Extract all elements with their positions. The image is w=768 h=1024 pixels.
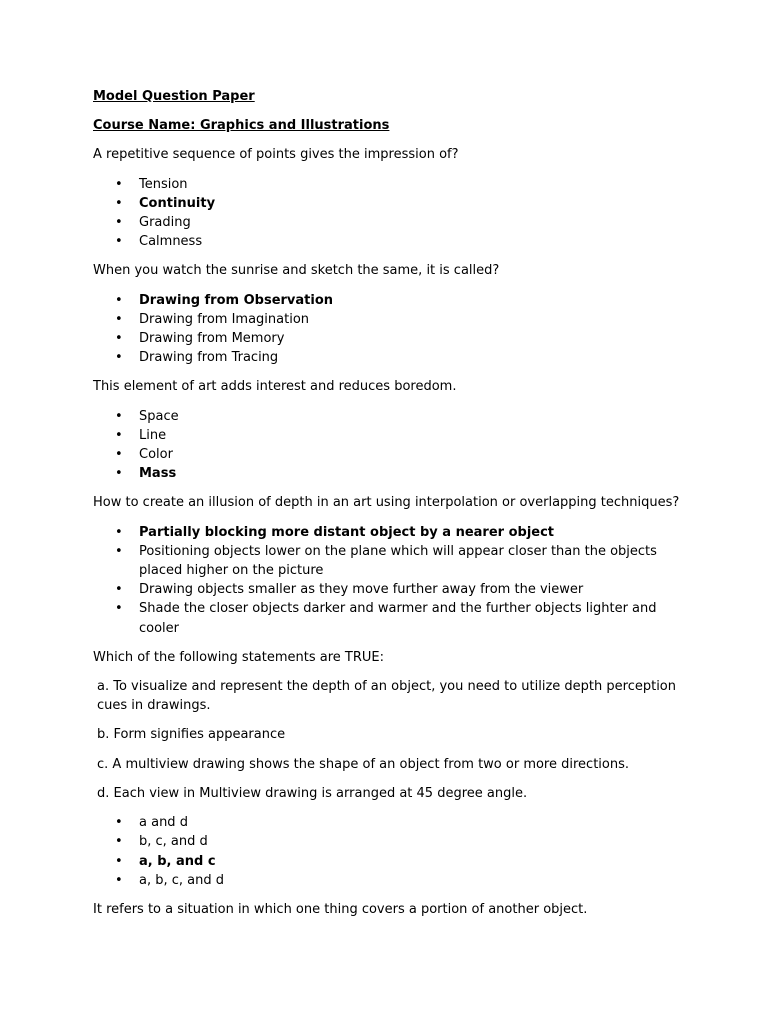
bullet-icon: •	[115, 466, 123, 482]
paper-title: Model Question Paper	[93, 89, 255, 104]
option-item	[93, 348, 683, 367]
option-list	[93, 523, 683, 638]
option-text: Drawing from Memory	[139, 331, 285, 347]
question-statement: b. Form signifies appearance	[97, 727, 286, 743]
bullet-icon: •	[115, 834, 123, 850]
bullet-icon: •	[115, 408, 123, 424]
option-item	[93, 175, 683, 194]
option-text: Drawing from Observation	[139, 292, 334, 308]
option-text: Drawing from Tracing	[139, 350, 279, 366]
question-text: A repetitive sequence of points gives the impression of?	[93, 147, 459, 163]
option-text: b, c, and d	[139, 834, 208, 850]
bullet-icon: •	[115, 447, 123, 463]
option-text: Mass	[139, 466, 177, 482]
bullet-icon: •	[115, 543, 123, 559]
option-text: a, b, and c	[139, 853, 216, 869]
option-list	[93, 291, 683, 368]
bullet-icon: •	[115, 234, 123, 250]
option-text: Calmness	[139, 234, 203, 250]
bullet-icon: •	[115, 872, 123, 888]
option-text: Tension	[139, 176, 188, 192]
bullet-icon: •	[115, 427, 123, 443]
question-text: How to create an illusion of depth in an art using interpolation or overlapping techniques?	[93, 495, 680, 511]
bullet-icon: •	[115, 292, 123, 308]
option-text: Space	[139, 408, 179, 424]
option-item	[93, 832, 683, 851]
option-item	[93, 213, 683, 232]
question-text: This element of art adds interest and reduces boredom.	[93, 379, 457, 395]
option-item-correct	[93, 523, 683, 542]
option-text: Continuity	[139, 195, 216, 211]
bullet-icon: •	[115, 524, 123, 540]
option-text: Partially blocking more distant object by a nearer object	[139, 524, 555, 540]
question-statement: a. To visualize and represent the depth of an object, you need to utilize depth perception cues in drawings.	[97, 679, 676, 714]
option-item-correct	[93, 464, 683, 483]
option-item	[93, 407, 683, 426]
option-item	[93, 599, 683, 637]
bullet-icon: •	[115, 311, 123, 327]
bullet-icon: •	[115, 853, 123, 869]
document-content	[93, 87, 683, 929]
question-statement: c. A multiview drawing shows the shape of an object from two or more directions.	[97, 756, 629, 772]
option-text: Line	[139, 427, 167, 443]
option-text: a, b, c, and d	[139, 872, 225, 888]
option-item-correct	[93, 291, 683, 310]
course-name: Course Name: Graphics and Illustrations	[93, 118, 390, 134]
bullet-icon: •	[115, 601, 123, 617]
option-text: Drawing objects smaller as they move further away from the viewer	[139, 582, 584, 598]
option-text: Drawing from Imagination	[139, 311, 310, 327]
bullet-icon: •	[115, 350, 123, 366]
bullet-icon: •	[115, 331, 123, 347]
option-item	[93, 445, 683, 464]
option-item-correct	[93, 852, 683, 871]
option-list	[93, 407, 683, 484]
bullet-icon: •	[115, 815, 123, 831]
option-text: Shade the closer objects darker and warmer and the further objects lighter and cooler	[139, 601, 657, 636]
option-text: a and d	[139, 815, 188, 831]
option-list	[93, 813, 683, 890]
option-item	[93, 426, 683, 445]
question-text: Which of the following statements are TRUE:	[93, 649, 385, 665]
bullet-icon: •	[115, 195, 123, 211]
bullet-icon: •	[115, 582, 123, 598]
bullet-icon: •	[115, 215, 123, 231]
option-text: Grading	[139, 215, 191, 231]
option-item	[93, 580, 683, 599]
option-text: Positioning objects lower on the plane which will appear closer than the objects placed higher on the picture	[139, 543, 657, 579]
option-list	[93, 175, 683, 252]
question-text: When you watch the sunrise and sketch the same, it is called?	[93, 263, 500, 279]
option-item	[93, 871, 683, 890]
option-item	[93, 232, 683, 251]
question-statement: d. Each view in Multiview drawing is arranged at 45 degree angle.	[97, 785, 528, 801]
option-item	[93, 310, 683, 329]
option-item-correct	[93, 194, 683, 213]
question-list	[93, 145, 683, 919]
option-text: Color	[139, 447, 173, 463]
question-text: It refers to a situation in which one thing covers a portion of another object.	[93, 901, 588, 917]
option-item	[93, 813, 683, 832]
option-item	[93, 329, 683, 348]
bullet-icon: •	[115, 176, 123, 192]
option-item	[93, 542, 683, 580]
